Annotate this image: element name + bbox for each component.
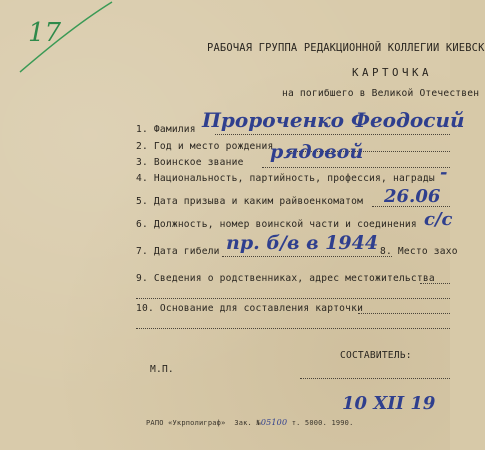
field-unit-label: 6. Должность, номер воинской части и соединения: [136, 219, 417, 230]
field-death-date-line: [222, 256, 392, 257]
card-title: КАРТОЧКА: [352, 66, 433, 79]
field-rank-value: рядовой: [270, 141, 364, 163]
field-rank-label: 3. Воинское звание: [136, 157, 244, 168]
order-number: 05100: [260, 418, 288, 427]
printer-name: Укрполиграф: [172, 419, 222, 427]
order-label: Зак. №: [234, 419, 261, 427]
field-draft-label: 5. Дата призыва и каким райвоенкоматом: [136, 196, 364, 207]
field-draft-value: 26.06: [384, 186, 441, 207]
field-death-date-value: пр. б/в в 1944: [226, 232, 379, 254]
corner-number: 17: [28, 18, 62, 48]
field-surname-value: Пророченко Феодосий: [202, 108, 465, 132]
field-nationality-label: 4. Национальность, партийность, профессия, награды: [136, 173, 435, 184]
field-relatives-line-2: [136, 298, 450, 299]
field-basis-line-2: [136, 328, 450, 329]
field-surname-label: 1. Фамилия: [136, 124, 196, 135]
handwritten-date: 10 XII 19: [342, 393, 436, 414]
compiler-label: СОСТАВИТЕЛЬ:: [340, 350, 412, 361]
field-rank-line: [262, 167, 450, 168]
field-relatives-line-1: [420, 283, 450, 284]
field-basis-label: 10. Основание для составления карточки: [136, 303, 364, 314]
printer-prefix: РАПО «: [146, 419, 173, 427]
field-burial-label: 8. Место захо: [380, 246, 458, 257]
field-relatives-label: 9. Сведения о родственниках, адрес местожительства: [136, 273, 435, 284]
field-basis-line-1: [358, 313, 450, 314]
print-year: 1990.: [331, 419, 354, 427]
card-subtitle: на погибшего в Великой Отечествен: [282, 88, 480, 99]
field-death-date-label: 7. Дата гибели: [136, 246, 220, 257]
field-surname-line: [215, 134, 450, 135]
field-unit-value: с/с: [424, 209, 453, 230]
field-nationality-value: -: [440, 162, 448, 183]
printer-footer: РАПО «Укрполиграф» Зак. №05100 т. 5000. 1990.: [146, 418, 354, 427]
stamp-place-label: М.П.: [150, 364, 174, 375]
organization-header: РАБОЧАЯ ГРУППА РЕДАКЦИОННОЙ КОЛЛЕГИИ КИЕВСК: [207, 42, 485, 54]
print-run: т. 5000.: [291, 419, 328, 427]
field-birth-label: 2. Год и место рождения: [136, 141, 274, 152]
compiler-signature-line: [300, 378, 450, 379]
